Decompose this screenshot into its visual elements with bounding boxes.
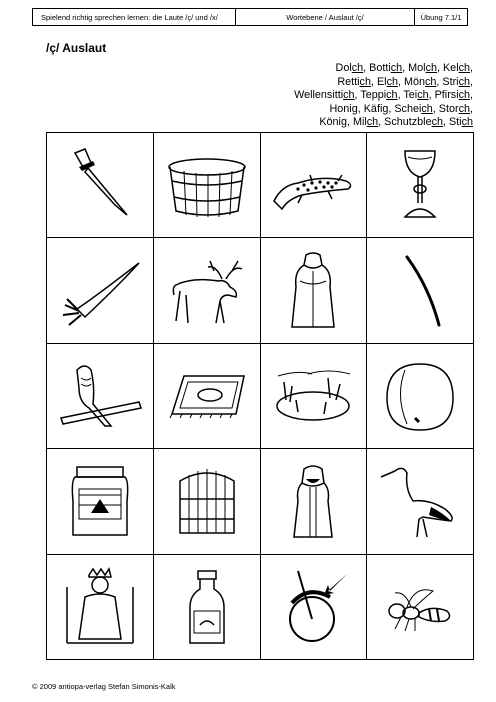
word (294, 89, 354, 101)
word-ending: ch (458, 89, 470, 101)
picture-cell-budgie (47, 344, 154, 449)
word (330, 103, 358, 115)
word-separator: , (354, 89, 361, 101)
word-ending: g (382, 102, 389, 115)
word (360, 89, 397, 101)
word-ending: ch (431, 116, 443, 128)
word (369, 62, 402, 74)
word-ending: g (351, 102, 358, 115)
picture-grid (46, 132, 474, 660)
header-right: Übung 7.1/1 (420, 12, 462, 22)
picture-cell-mudguard (261, 555, 368, 660)
picture-cell-tub (154, 133, 261, 238)
word-stem: Stor (438, 102, 459, 115)
word-stem: Tei (403, 89, 418, 101)
pond-icon (268, 356, 358, 436)
header-middle: Wortebene / Auslaut /ç/ (236, 9, 415, 25)
word-ending: ch (386, 89, 398, 101)
word-ending: ch (425, 62, 437, 74)
word (377, 76, 398, 88)
word (336, 62, 364, 74)
word-ending: ch (461, 116, 473, 128)
picture-cell-chalice (367, 133, 474, 238)
word-separator: , (370, 75, 377, 88)
word-stem: Sti (448, 116, 462, 128)
word (442, 76, 470, 88)
word-stem: Köni (319, 116, 341, 128)
picture-cell-king (47, 555, 154, 660)
picture-cell-stroke (367, 238, 474, 343)
sheikh-icon (268, 461, 358, 541)
word-separator: , (397, 75, 404, 88)
word (443, 62, 470, 74)
picture-cell-wasp (367, 555, 474, 660)
peach-icon (375, 356, 465, 436)
word-stem: Kel (442, 62, 459, 74)
moose-icon (162, 251, 252, 331)
word (408, 62, 437, 74)
footer-copyright: © 2009 antiopa-verlag Stefan Simonis-Kalk (32, 682, 176, 691)
word-separator: , (470, 75, 473, 88)
word-separator: , (470, 62, 473, 74)
word-stem: Retti (337, 75, 360, 88)
dagger-icon (55, 145, 145, 225)
word-ending: g (340, 116, 347, 128)
milk-bottle-icon (162, 567, 252, 647)
monk-icon (268, 251, 358, 331)
word-separator: , (436, 62, 443, 74)
word-stem: El (376, 75, 387, 88)
word-line (294, 116, 473, 130)
picture-cell-radish (47, 238, 154, 343)
radish-icon (55, 251, 145, 331)
tub-icon (162, 145, 252, 225)
word-ending: ch (351, 62, 364, 74)
word-ending: ch (366, 116, 379, 128)
word-ending: ch (359, 75, 371, 88)
header-left: Spielend richtig sprechen lernen: die Laute /ç/ und /x/ (33, 9, 236, 25)
word (403, 89, 428, 101)
stroke-icon (375, 251, 465, 331)
word-ending: ch (343, 89, 355, 101)
word-line (294, 103, 473, 117)
word-separator: , (388, 102, 395, 115)
word-stem: Honi (329, 102, 352, 115)
word-separator: , (346, 116, 353, 128)
word-stem: Mol (408, 62, 426, 74)
word-ending: ch (421, 102, 433, 115)
word-line (294, 89, 473, 103)
word-line (294, 76, 473, 90)
stork-icon (375, 461, 465, 541)
word-ending: ch (424, 75, 437, 88)
picture-cell-stork (367, 449, 474, 554)
picture-cell-honey-jar (47, 449, 154, 554)
word-stem: Schei (394, 102, 422, 115)
word-separator: , (397, 89, 404, 101)
word-ending: ch (417, 89, 429, 101)
page-title: /ç/ Auslaut (46, 41, 107, 55)
word-stem: Pfirsi (434, 89, 459, 101)
word (404, 76, 436, 88)
picture-cell-milk-bottle (154, 555, 261, 660)
word-stem: Dol (335, 62, 352, 74)
picture-cell-cage (154, 449, 261, 554)
picture-cell-newt (261, 133, 368, 238)
word-stem: Schutzble (384, 116, 432, 128)
newt-icon (268, 145, 358, 225)
picture-cell-sheikh (261, 449, 368, 554)
word-ending: ch (458, 62, 470, 74)
picture-cell-moose (154, 238, 261, 343)
word-ending: ch (386, 75, 398, 88)
word-ending: ch (458, 75, 470, 88)
word (435, 89, 470, 101)
king-icon (55, 567, 145, 647)
picture-cell-monk (261, 238, 368, 343)
word-separator: , (442, 116, 449, 128)
carpet-icon (162, 356, 252, 436)
word-line (294, 62, 473, 76)
word (337, 76, 371, 88)
wasp-icon (375, 567, 465, 647)
word (353, 116, 378, 128)
mudguard-icon (268, 567, 358, 647)
word-stem: Stri (442, 75, 459, 88)
word-separator: , (436, 75, 443, 88)
word-stem: Mön (403, 75, 425, 88)
word-list (294, 62, 473, 130)
word-ending: ch (458, 102, 470, 115)
picture-cell-peach (367, 344, 474, 449)
word (394, 103, 432, 115)
picture-cell-dagger (47, 133, 154, 238)
word-stem: Mil (352, 116, 367, 128)
word-stem: Teppi (360, 89, 387, 101)
word (319, 116, 347, 128)
budgie-icon (55, 356, 145, 436)
word (439, 103, 470, 115)
word-separator: , (432, 102, 439, 115)
word-separator: , (470, 89, 473, 101)
honey-jar-icon (55, 461, 145, 541)
picture-cell-carpet (154, 344, 261, 449)
word-separator: , (470, 102, 473, 115)
word-separator: , (402, 62, 409, 74)
word-stem: Wellensitti (294, 89, 344, 101)
word-separator: , (357, 102, 364, 115)
chalice-icon (375, 145, 465, 225)
cage-icon (162, 461, 252, 541)
word-stem: Käfi (363, 102, 383, 115)
word (384, 116, 443, 128)
header-bar (32, 8, 468, 26)
word-separator: , (378, 116, 385, 128)
word-stem: Botti (369, 62, 391, 74)
word (364, 103, 389, 115)
picture-cell-pond (261, 344, 368, 449)
word-separator: , (428, 89, 435, 101)
word (449, 116, 473, 128)
word-ending: ch (390, 62, 403, 74)
word-separator: , (363, 62, 370, 74)
